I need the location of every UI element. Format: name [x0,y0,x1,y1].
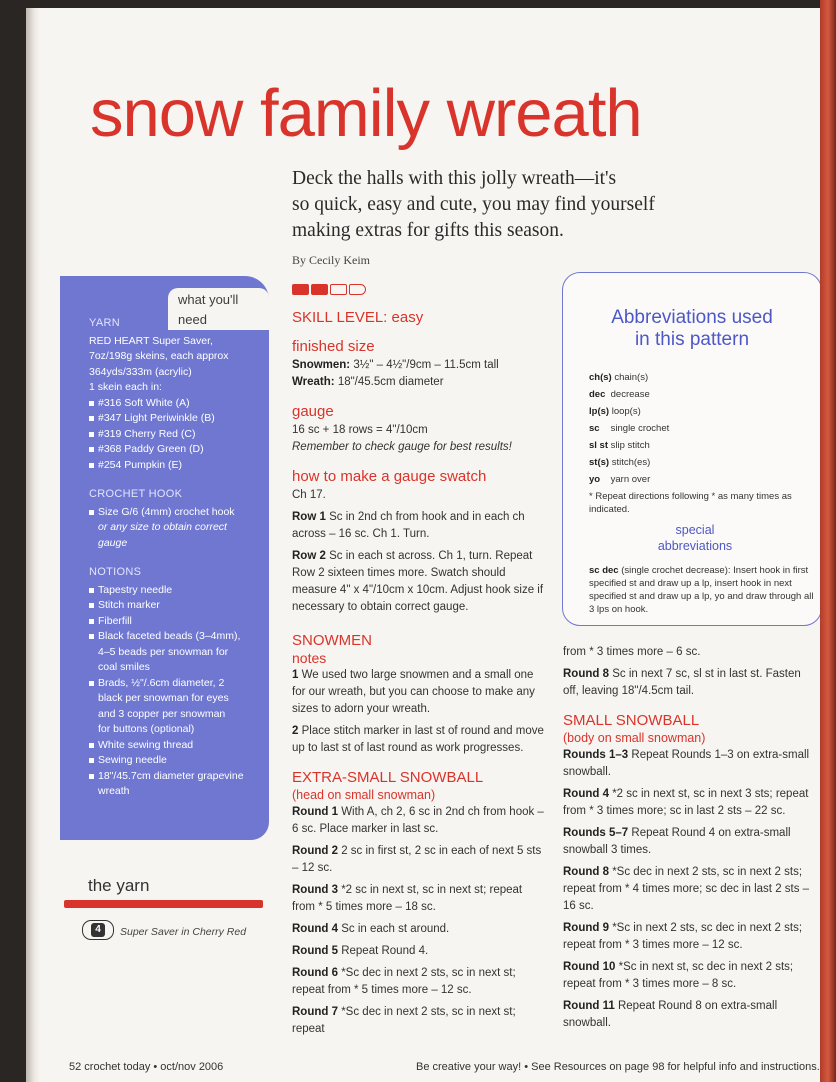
notion-text: for buttons (optional) [98,723,195,735]
intro-text [292,166,732,244]
hook-heading: CROCHET HOOK [89,488,183,500]
the-yarn-heading: the yarn [88,876,150,895]
wreath-size-label: Wreath: [292,376,335,388]
abbreviation-meaning: chain(s) [614,372,649,383]
gauge-text: 16 sc + 18 rows = 4"/10cm [292,424,428,436]
yarn-color-item: #316 Soft White (A) [89,396,269,412]
gauge-note: Remember to check gauge for best results! [292,441,512,453]
instructions-column-1 [292,308,544,1043]
round-text: *2 sc in next st, sc in next st; repeat from * 5 times more – 18 sc. [292,884,523,913]
round-text: Sc in next 7 sc, sl st in last st. Fasten off, leaving 18"/4.5cm tail. [563,668,801,697]
round-label: Round 9 [563,922,609,934]
facing-page-edge [820,0,836,1082]
snowmen-size-label: Snowmen: [292,359,351,371]
abbreviation-item [589,386,815,403]
abbreviation-meaning: loop(s) [611,406,641,417]
notions-heading: NOTIONS [89,566,142,578]
intro-line-2: so quick, easy and cute, you may find yourself [292,194,655,215]
sc-dec-definition [589,564,815,616]
round-label: Round 8 [563,668,609,680]
yarn-heading: YARN [89,317,120,329]
extra-small-snowball-subheading: (head on small snowman) [292,788,436,802]
instructions-column-2 [563,644,815,1037]
abbreviations-box [562,272,822,626]
skill-block-4 [349,284,366,295]
gauge-heading: gauge [292,403,334,420]
notion-text: and 3 copper per snowman [98,707,226,720]
small-snowball-subheading: (body on small snowman) [563,731,706,745]
abbreviation-item [589,437,815,454]
notion-item [89,629,269,676]
continued-text: from * 3 times more – 6 sc. [563,646,701,658]
hook-list [89,505,269,552]
round-label: Round 3 [292,884,338,896]
abbreviation-term: dec [589,389,606,400]
notion-item [89,738,269,754]
page-spine-shadow [26,8,40,1082]
notion-text: White sewing thread [98,738,194,751]
note-number: 1 [292,669,299,681]
footer-tagline: Be creative your way! • See Resources on page 98 for helpful info and instructions. [416,1061,820,1073]
article-title: snow family wreath [90,76,642,151]
repeat-note: * Repeat directions following * as many times as indicated. [589,491,792,515]
round-label: Round 2 [292,845,338,857]
yarn-description: Super Saver in Cherry Red [120,926,247,938]
abbreviation-term: sc dec [589,565,619,576]
round-text: *Sc dec in next 2 sts, sc in next 2 sts; repeat from * 4 times more; sc dec in last 2 sts – 16 sc. [563,866,810,912]
round-label: Round 8 [563,866,609,878]
note-text: We used two large snowmen and a small one for our wreath, but you can choose to make any sizes to adorn your wreath. [292,669,535,715]
abbreviations-list [589,369,815,616]
round-text: Sc in each st around. [341,923,450,935]
row-text: Sc in 2nd ch from hook and in each ch across – 16 sc. Ch 1. Turn. [292,511,525,540]
special-heading-line: abbreviations [657,539,733,553]
sidebar-tab-title: what you'll need [168,288,269,330]
hook-line: Size G/6 (4mm) crochet hook [98,505,235,518]
abbreviation-term: sl st [589,440,609,451]
yarn-color-item: #319 Cherry Red (C) [89,427,269,443]
note-text: Place stitch marker in last st of round and move up to last st of last round as work progresses. [292,725,544,754]
notes-heading: notes [292,650,327,666]
round-label: Rounds 5–7 [563,827,629,839]
abbreviation-item [589,471,815,488]
notion-text: Black faceted beads (3–4mm), [98,630,241,642]
snowmen-heading: SNOWMEN [292,632,372,649]
yarn-desc-line: 364yds/333m (acrylic) [89,365,192,378]
round-text: Repeat Round 4 on extra-small snowball 3 times. [563,827,791,856]
notion-item [89,614,269,630]
sidebar-content [89,316,269,800]
notion-item [89,769,269,800]
abbreviation-term: lp(s) [589,406,610,417]
yarn-weight-number: 4 [91,923,105,937]
notion-item [89,753,269,769]
yarn-color-item: #368 Paddy Green (D) [89,442,269,458]
round-text: *Sc in next 2 sts, sc dec in next 2 sts; repeat from * 3 times more – 12 sc. [563,922,803,951]
round-label: Round 11 [563,1000,615,1012]
small-snowball-heading: SMALL SNOWBALL [563,712,700,729]
notion-text: 4–5 beads per snowman for [98,645,229,658]
notion-text: Sewing needle [98,754,167,766]
notion-text: black per snowman for eyes [98,692,229,704]
row-label: Row 1 [292,511,326,523]
yarn-desc-line: 7oz/198g skeins, each approx [89,350,229,362]
round-label: Round 7 [292,1006,338,1018]
hook-line: gauge [98,536,128,549]
notion-item [89,598,269,614]
abbreviations-title-line: in this pattern [634,329,750,350]
yarn-weight-icon [82,920,114,940]
abbreviations-title-line: Abbreviations used [611,307,773,328]
notion-text: wreath [98,785,130,797]
special-heading-line: special [675,523,715,537]
notions-list [89,583,269,800]
notion-item [89,676,269,738]
round-text: Repeat Rounds 1–3 on extra-small snowball. [563,749,810,778]
abbreviation-term: ch(s) [589,372,612,383]
hook-line: or any size to obtain correct [98,521,227,533]
notion-text: Brads, ½"/.6cm diameter, 2 [98,676,225,689]
yarn-color-stripe [64,900,263,908]
yarn-desc-line: RED HEART Super Saver, [89,334,213,347]
abbreviation-meaning: stitch(es) [611,457,651,468]
intro-line-1: Deck the halls with this jolly wreath—it's [292,168,617,189]
abbreviations-title [563,307,821,351]
round-text: With A, ch 2, 6 sc in 2nd ch from hook – 6 sc. Place marker in last sc. [292,806,544,835]
abbreviation-item [589,369,815,386]
materials-sidebar [60,276,269,840]
yarn-color-item: #347 Light Periwinkle (B) [89,411,269,427]
row-text: Sc in each st across. Ch 1, turn. Repeat Row 2 sixteen times more. Swatch should measure 4" x 4"/10cm x 10cm. Adjust hook size if necessary to obtain correct gauge. [292,550,544,613]
byline: By Cecily Keim [292,253,370,267]
abbreviation-term: yo [589,474,601,485]
swatch-ch: Ch 17. [292,489,326,501]
round-label: Round 4 [292,923,338,935]
abbreviation-item [589,420,815,437]
round-label: Round 6 [292,967,338,979]
swatch-heading: how to make a gauge swatch [292,468,487,485]
snowmen-size-text: 3½" – 4½"/9cm – 11.5cm tall [353,359,499,371]
round-text: Repeat Round 8 on extra-small snowball. [563,1000,778,1029]
abbreviation-meaning: single crochet [610,423,670,434]
skill-block-3 [330,284,347,295]
skill-level-bar [292,284,366,295]
footer-page-info: 52 crochet today • oct/nov 2006 [69,1061,224,1073]
abbreviation-term: sc [589,423,600,434]
round-text: Repeat Round 4. [341,945,429,957]
notion-text: Tapestry needle [98,583,173,596]
intro-line-3: making extras for gifts this season. [292,220,564,241]
abbreviation-meaning: (single crochet decrease): Insert hook in first specified st and draw up a lp, insert hook in next specified st and draw up a lp, yo and draw through all 3 lps on hook. [589,565,814,615]
round-label: Round 1 [292,806,338,818]
yarn-color-item: #254 Pumpkin (E) [89,458,269,474]
notion-text: 18"/45.7cm diameter grapevine [98,769,244,782]
round-text: *2 sc in next st, sc in next 3 sts; repeat from * 3 times more; sc in last 2 sts – 22 sc. [563,788,809,817]
special-abbreviations-heading [575,522,815,554]
note-number: 2 [292,725,299,737]
wreath-size-text: 18"/45.5cm diameter [337,376,444,388]
round-label: Round 10 [563,961,616,973]
row-label: Row 2 [292,550,326,562]
notion-item [89,583,269,599]
round-label: Rounds 1–3 [563,749,629,761]
yarn-desc-line: 1 skein each in: [89,381,162,393]
skill-block-2 [311,284,328,295]
abbreviation-meaning: slip stitch [610,440,650,451]
round-text: *Sc dec in next 2 sts, sc in next st; repeat from * 5 times more – 12 sc. [292,967,516,996]
abbreviation-meaning: decrease [610,389,650,400]
skill-level-label: SKILL LEVEL: easy [292,309,424,326]
yarn-color-list [89,396,269,474]
round-label: Round 4 [563,788,609,800]
magazine-page [26,8,822,1082]
extra-small-snowball-heading: EXTRA-SMALL SNOWBALL [292,769,484,786]
notion-text: coal smiles [98,661,150,673]
abbreviation-meaning: yarn over [610,474,651,485]
notion-text: Stitch marker [98,599,160,611]
finished-size-heading: finished size [292,338,375,355]
round-text: *Sc in next st, sc dec in next 2 sts; repeat from * 3 times more – 8 sc. [563,961,794,990]
abbreviation-item [589,454,815,471]
round-label: Round 5 [292,945,338,957]
notion-text: Fiberfill [98,614,132,627]
hook-item [89,505,269,552]
skill-block-1 [292,284,309,295]
abbreviation-item [589,403,815,420]
round-text: *Sc dec in next 2 sts, sc in next st; repeat [292,1006,516,1035]
round-text: 2 sc in first st, 2 sc in each of next 5 sts – 12 sc. [292,845,542,874]
abbreviation-term: st(s) [589,457,610,468]
